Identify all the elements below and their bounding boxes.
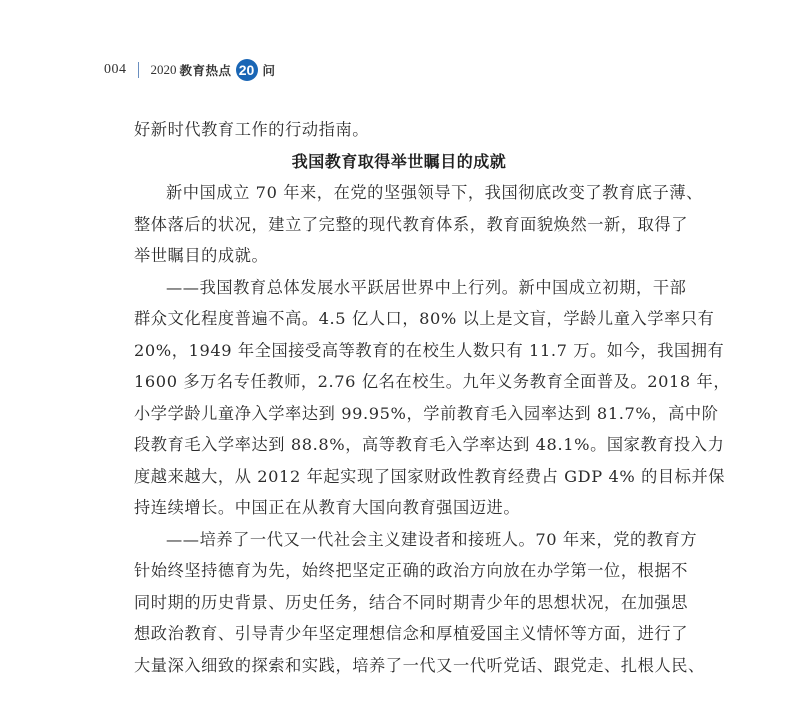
text-line: 新中国成立 70 年来，在党的坚强领导下，我国彻底改变了教育底子薄、 (166, 183, 703, 202)
text-line: 群众文化程度普遍不高。4.5 亿人口，80% 以上是文盲，学龄儿童入学率只有 (134, 309, 715, 328)
header-divider (138, 62, 139, 78)
text-line: 1600 多万名专任教师，2.76 亿名在校生。九年义务教育全面普及。2018 年， (134, 372, 731, 391)
text-line: 度越来越大，从 2012 年起实现了国家财政性教育经费占 GDP 4% 的目标并保 (134, 466, 726, 486)
text-line: 想政治教育、引导青少年坚定理想信念和厚植爱国主义情怀等方面，进行了 (134, 624, 688, 643)
number-badge: 20 (236, 59, 258, 81)
running-header (104, 59, 275, 81)
text-line: 持连续增长。中国正在从教育大国向教育强国迈进。 (134, 498, 521, 517)
book-title: 教育热点 (179, 63, 232, 78)
text-line: 同时期的历史背景、历史任务，结合不同时期青少年的思想状况，在加强思 (134, 592, 688, 612)
text-line: 针始终坚持德育为先，始终把坚定正确的政治方向放在办学第一位，根据不 (134, 561, 688, 580)
text-line: 大量深入细致的探索和实践，培养了一代又一代听党话、跟党走、扎根人民、 (134, 655, 705, 675)
lead-line: 好新时代教育工作的行动指南。 (134, 120, 370, 139)
page-body (134, 114, 731, 681)
paragraph-1 (134, 177, 703, 272)
text-line: 整体落后的状况，建立了完整的现代教育体系，教育面貌焕然一新，取得了 (134, 214, 688, 234)
section-heading: 我国教育取得举世瞩目的成就 (291, 151, 507, 171)
book-year: 2020 (150, 62, 177, 77)
paragraph-3 (134, 524, 705, 682)
text-line: ——培养了一代又一代社会主义建设者和接班人。70 年来，党的教育方 (166, 529, 698, 549)
text-line: 举世瞩目的成就。 (134, 246, 269, 265)
paragraph-2 (134, 272, 731, 524)
text-line: 段教育毛入学率达到 88.8%，高等教育毛入学率达到 48.1%。国家教育投入力 (134, 435, 725, 454)
text-line: 小学学龄儿童净入学率达到 99.95%，学前教育毛入园率达到 81.7%，高中阶 (134, 403, 719, 423)
book-title-suffix: 问 (262, 63, 276, 78)
text-line: ——我国教育总体发展水平跃居世界中上行列。新中国成立初期，干部 (166, 277, 687, 297)
text-line: 20%，1949 年全国接受高等教育的在校生人数只有 11.7 万。如今，我国拥有 (134, 340, 725, 360)
page-number: 004 (104, 62, 127, 77)
